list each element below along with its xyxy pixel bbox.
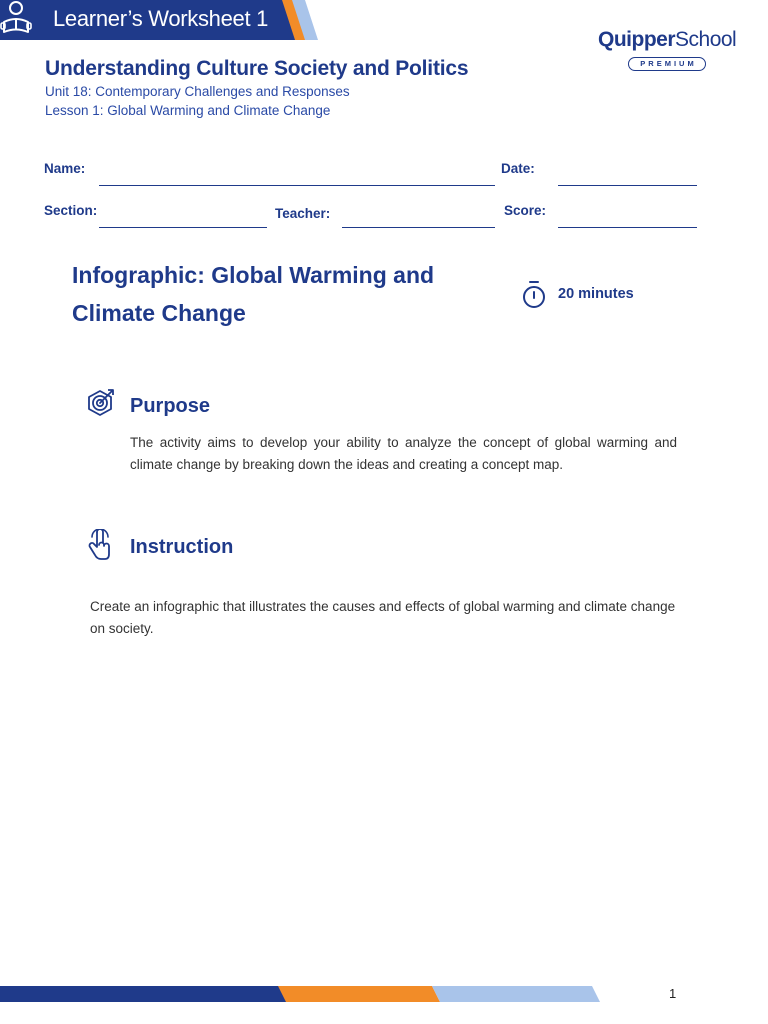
section-field[interactable] <box>99 227 267 228</box>
page-number: 1 <box>669 986 677 1001</box>
activity-duration: 20 minutes <box>558 286 634 302</box>
name-label: Name: <box>44 161 86 176</box>
purpose-text: The activity aims to develop your ability to analyze the concept of global warming and climate change by breaking down the ideas and creating a concept map. <box>130 435 677 472</box>
teacher-label: Teacher: <box>275 206 331 221</box>
brand-name-regular: School <box>675 28 737 51</box>
score-field[interactable] <box>558 227 697 228</box>
brand-name <box>598 28 743 52</box>
name-field[interactable] <box>99 185 495 186</box>
brand-name-bold: Quipper <box>598 28 676 51</box>
stopwatch-icon <box>521 280 547 310</box>
section-label: Section: <box>44 203 98 218</box>
pointing-hand-icon <box>86 529 114 563</box>
lesson-label: Lesson 1: Global Warming and Climate Change <box>45 103 331 118</box>
target-icon <box>86 387 116 419</box>
worksheet-title: Learner’s Worksheet 1 <box>53 6 269 31</box>
worksheet-banner <box>0 0 320 40</box>
date-label: Date: <box>501 161 535 176</box>
premium-badge: PREMIUM <box>628 57 706 71</box>
brand-logo <box>598 28 743 68</box>
subject-title: Understanding Culture Society and Politics <box>45 57 469 80</box>
learner-reading-icon <box>0 0 32 34</box>
activity-title: Infographic: Global Warming and Climate Change <box>72 262 435 326</box>
score-label: Score: <box>504 203 547 218</box>
instruction-heading: Instruction <box>130 536 234 558</box>
date-field[interactable] <box>558 185 697 186</box>
teacher-field[interactable] <box>342 227 495 228</box>
purpose-heading: Purpose <box>130 395 211 417</box>
footer-stripe <box>0 986 620 1002</box>
instruction-text: Create an infographic that illustrates the causes and effects of global warming and climate change on society. <box>90 599 676 636</box>
unit-label: Unit 18: Contemporary Challenges and Responses <box>45 84 350 99</box>
